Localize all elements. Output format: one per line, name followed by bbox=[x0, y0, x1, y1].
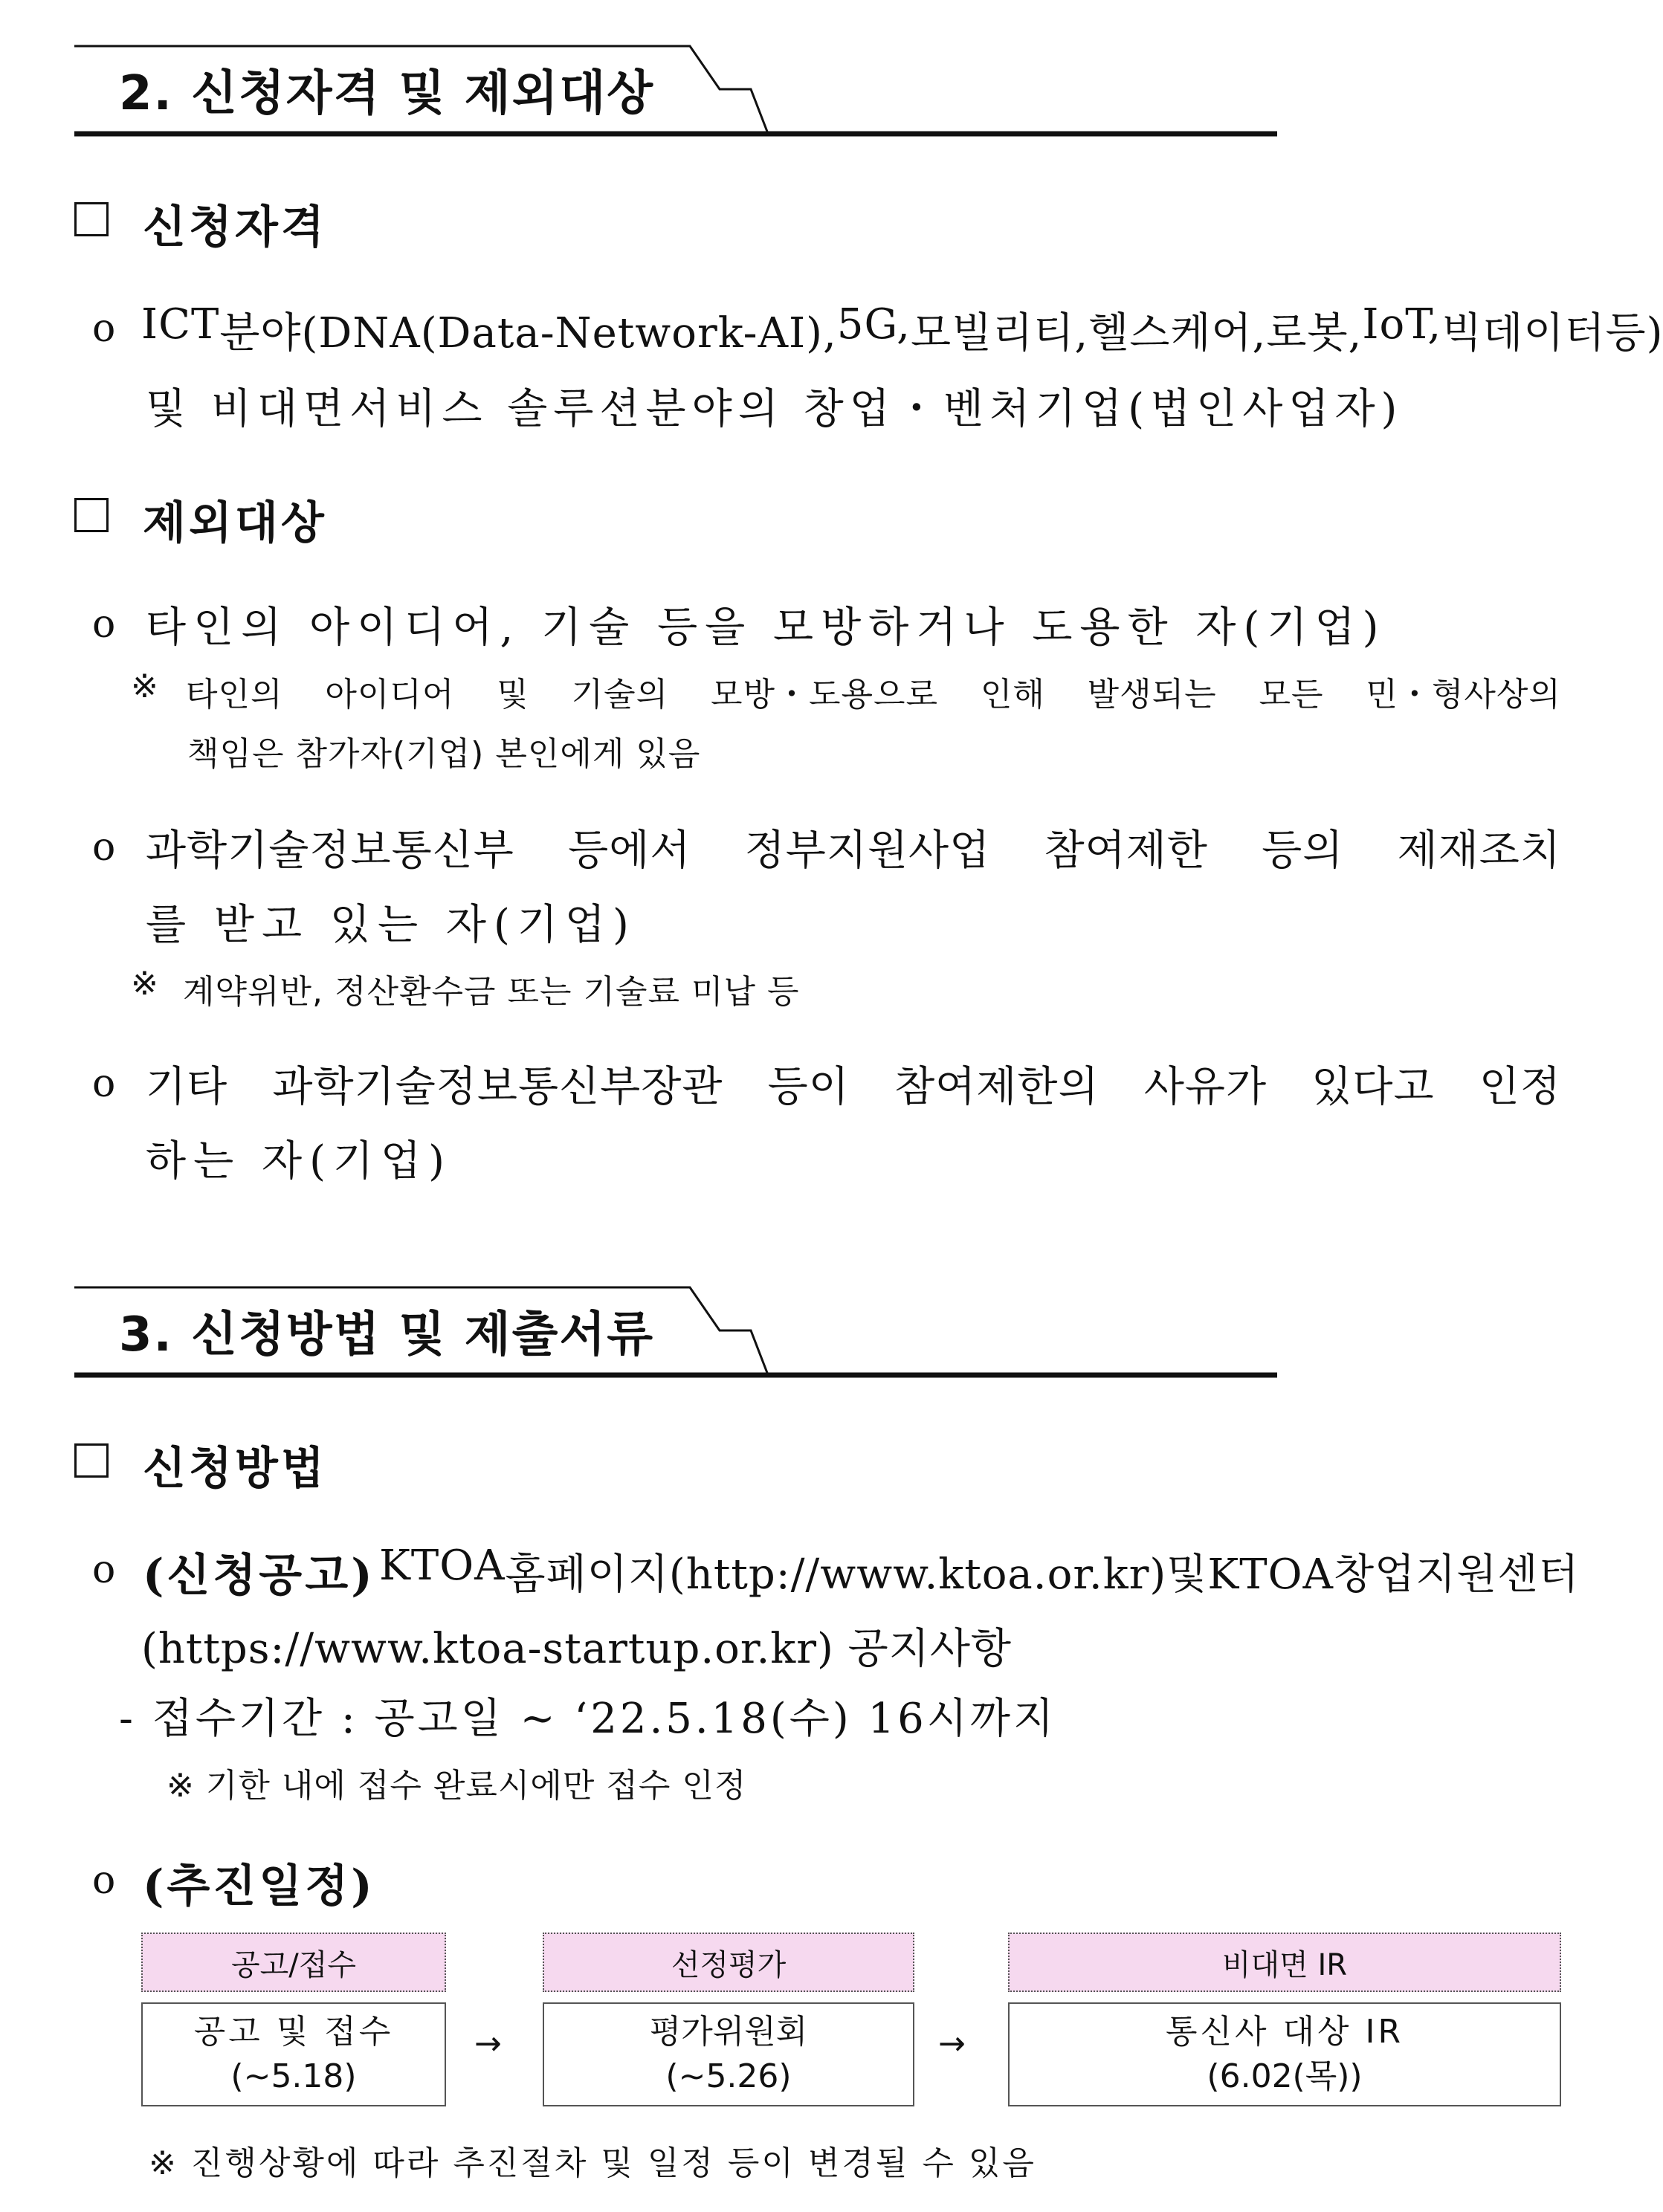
exclusion-2-line-2: 를 받고 있는 자(기업) bbox=[146, 901, 636, 949]
bullet-icon: o bbox=[92, 825, 116, 870]
word: 민・형사상의 bbox=[1366, 676, 1561, 714]
word: 5G, bbox=[836, 300, 911, 349]
schedule-step-2-date: (~5.26) bbox=[665, 2057, 792, 2095]
word: 참여제한의 bbox=[894, 1063, 1099, 1111]
exclusion-2-line-1 bbox=[146, 818, 1561, 877]
schedule-footer-note: ※ 진행상황에 따라 추진절차 및 일정 등이 변경될 수 있음 bbox=[149, 2144, 1036, 2182]
word: 헬스케어, bbox=[1088, 309, 1267, 358]
exclusion-1-note-line-2: 책임은 참가자(기업) 본인에게 있음 bbox=[187, 735, 701, 773]
checkbox-square-icon bbox=[74, 1443, 109, 1478]
word: 과학기술정보통신부장관 bbox=[272, 1063, 723, 1111]
note-mark-icon: ※ bbox=[131, 667, 159, 705]
exclusion-2-note: 계약위반, 정산환수금 또는 기술료 미납 등 bbox=[183, 973, 800, 1011]
word: 로봇, bbox=[1266, 309, 1363, 358]
bullet-icon: o bbox=[92, 1061, 116, 1106]
exclusions-heading: 제외대상 bbox=[143, 497, 327, 549]
word: 아이디어 bbox=[325, 676, 455, 714]
word: 기술의 bbox=[571, 676, 669, 714]
word: 인해 bbox=[980, 676, 1045, 714]
word: 모든 bbox=[1259, 676, 1324, 714]
eligibility-heading: 신청자격 bbox=[143, 201, 327, 253]
word: 빅데이터 bbox=[1441, 309, 1606, 358]
word: 인정 bbox=[1479, 1063, 1561, 1111]
word: ICT bbox=[141, 300, 220, 349]
word: 및 bbox=[1166, 1550, 1208, 1599]
bullet-icon: o bbox=[92, 602, 116, 647]
section-2-title: 2. 신청자격 및 제외대상 bbox=[119, 66, 655, 121]
schedule-step-1-body bbox=[141, 2002, 446, 2106]
method-heading: 신청방법 bbox=[143, 1443, 327, 1495]
reception-period-note: ※ 기한 내에 접수 완료시에만 접수 인정 bbox=[167, 1767, 747, 1805]
word: 분야(DNA(Data-Network-AI), bbox=[219, 309, 837, 358]
schedule-step-1-head: 공고/접수 bbox=[141, 1933, 446, 1992]
eligibility-line-2: 및 비대면서비스 솔루션분야의 창업・벤처기업(법인사업자) bbox=[146, 385, 1404, 433]
arrow-right-icon: → bbox=[938, 2025, 966, 2063]
word: 등이 bbox=[767, 1063, 850, 1111]
schedule-step-3-desc: 통신사 대상 IR bbox=[1165, 2013, 1404, 2051]
announce-line-1 bbox=[379, 1542, 1580, 1601]
word: 있다고 bbox=[1311, 1063, 1435, 1111]
schedule-step-1-desc: 공고 및 접수 bbox=[193, 2013, 394, 2051]
eligibility-line-1 bbox=[141, 300, 1663, 360]
schedule-label: (추진일정) bbox=[143, 1860, 375, 1912]
word: 발생되는 bbox=[1087, 676, 1217, 714]
schedule-step-2-head: 선정평가 bbox=[543, 1933, 914, 1992]
schedule-step-3-date: (6.02(목)) bbox=[1207, 2057, 1363, 2095]
arrow-right-icon: → bbox=[474, 2025, 502, 2063]
word: 등) bbox=[1605, 309, 1663, 358]
word: 및 bbox=[497, 676, 529, 714]
checkbox-square-icon bbox=[74, 498, 109, 532]
word: 등에서 bbox=[568, 827, 691, 875]
checkbox-square-icon bbox=[74, 202, 109, 236]
word: 사유가 bbox=[1143, 1063, 1268, 1111]
word: 과학기술정보통신부 bbox=[146, 827, 514, 875]
exclusion-3-line-1 bbox=[146, 1054, 1561, 1113]
word: 홈페이지(http://www.ktoa.or.kr) bbox=[505, 1550, 1167, 1599]
word: 타인의 bbox=[186, 676, 283, 714]
word: 기타 bbox=[146, 1063, 228, 1111]
section-3-title: 3. 신청방법 및 제출서류 bbox=[119, 1307, 655, 1362]
word: IoT, bbox=[1362, 300, 1442, 349]
announce-line-2: (https://www.ktoa-startup.or.kr) 공지사항 bbox=[141, 1625, 1013, 1673]
note-mark-icon: ※ bbox=[131, 965, 159, 1003]
exclusion-1-note-line-1 bbox=[186, 667, 1561, 715]
word: 모방・도용으로 bbox=[710, 676, 938, 714]
word: 모빌리티, bbox=[910, 309, 1089, 358]
word: KTOA bbox=[379, 1542, 506, 1590]
word: 정부지원사업 bbox=[744, 827, 991, 875]
bullet-icon: o bbox=[92, 1858, 116, 1903]
announce-label: (신청공고) bbox=[143, 1550, 375, 1602]
schedule-step-2-body bbox=[543, 2002, 914, 2106]
bullet-icon: o bbox=[92, 1548, 116, 1592]
bullet-icon: o bbox=[92, 306, 116, 351]
exclusion-3-line-2: 하는 자(기업) bbox=[146, 1137, 452, 1186]
schedule-step-1-date: (~5.18) bbox=[230, 2057, 357, 2095]
schedule-step-3-body bbox=[1008, 2002, 1561, 2106]
schedule-step-2-desc: 평가위원회 bbox=[649, 2013, 808, 2051]
word: KTOA창업지원센터 bbox=[1207, 1550, 1580, 1599]
exclusion-1-line: 타인의 아이디어, 기술 등을 모방하거나 도용한 자(기업) bbox=[146, 604, 1386, 652]
word: 등의 bbox=[1262, 827, 1344, 875]
word: 제재조치 bbox=[1397, 827, 1561, 875]
schedule-step-3-head: 비대면 IR bbox=[1008, 1933, 1561, 1992]
reception-period: - 접수기간 : 공고일 ~ ‘22.5.18(수) 16시까지 bbox=[119, 1695, 1057, 1743]
word: 참여제한 bbox=[1044, 827, 1208, 875]
